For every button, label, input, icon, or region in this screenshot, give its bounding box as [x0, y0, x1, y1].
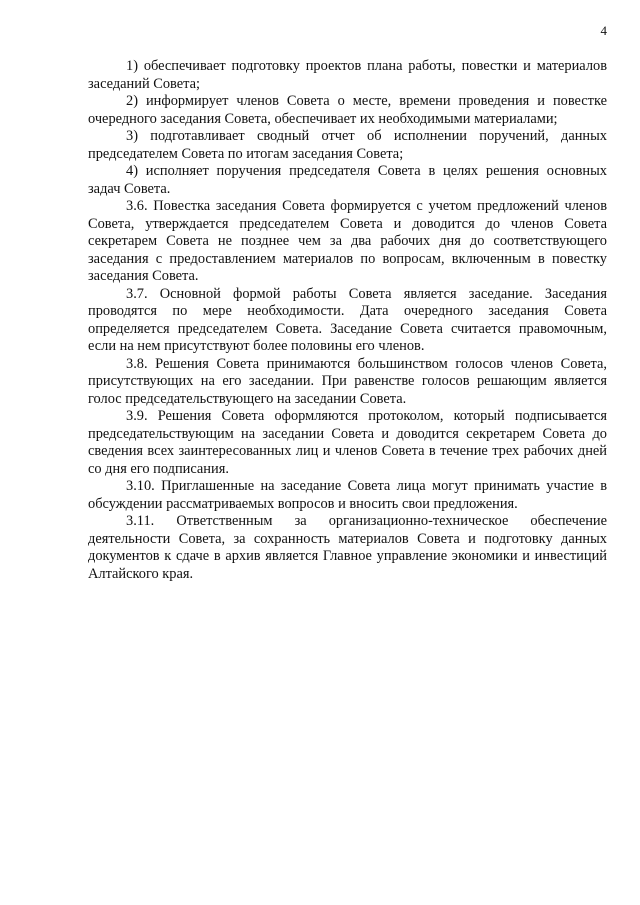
- document-body: [88, 58, 607, 583]
- paragraph-3-7: 3.7. Основной формой работы Совета является заседание. Заседания проводятся по мере необходимости. Дата очередного заседания Совета определяется председателем Совета. Заседание Совета считается правомочным, если на нем присутствуют более половины его членов.: [88, 285, 607, 354]
- paragraph-item-2: 2) информирует членов Совета о месте, времени проведения и повестке очередного заседания Совета, обеспечивает их необходимыми материалами;: [88, 93, 607, 127]
- page-number: 4: [600, 23, 607, 38]
- paragraph-3-6: 3.6. Повестка заседания Совета формируется с учетом предложений членов Совета, утверждается председателем Совета и доводится до членов Совета секретарем Совета не позднее чем за два рабочих дня до соответствующего заседания с предоставлением материалов по вопросам, включенным в повестку заседания Совета.: [88, 198, 607, 284]
- paragraph-3-9: 3.9. Решения Совета оформляются протоколом, который подписывается председательствующим на заседании Совета и доводится секретарем Совета до сведения всех заинтересованных лиц и членов Совета в течение трех рабочих дней со дня его подписания.: [88, 408, 607, 477]
- paragraph-item-1: 1) обеспечивает подготовку проектов плана работы, повестки и материалов заседаний Совета;: [88, 58, 607, 92]
- paragraph-3-8: 3.8. Решения Совета принимаются большинством голосов членов Совета, присутствующих на его заседании. При равенстве голосов решающим является голос председательствующего на заседании Совета.: [88, 355, 607, 407]
- paragraph-3-11: 3.11. Ответственным за организационно-техническое обеспечение деятельности Совета, за сохранность материалов Совета и подготовку данных документов к сдаче в архив является Главное управление экономики и инвестиций Алтайского края.: [88, 513, 607, 582]
- paragraph-3-10: 3.10. Приглашенные на заседание Совета лица могут принимать участие в обсуждении рассматриваемых вопросов и вносить свои предложения.: [88, 478, 607, 512]
- paragraph-item-4: 4) исполняет поручения председателя Совета в целях решения основных задач Совета.: [88, 163, 607, 197]
- paragraph-item-3: 3) подготавливает сводный отчет об исполнении поручений, данных председателем Совета по итогам заседания Совета;: [88, 128, 607, 162]
